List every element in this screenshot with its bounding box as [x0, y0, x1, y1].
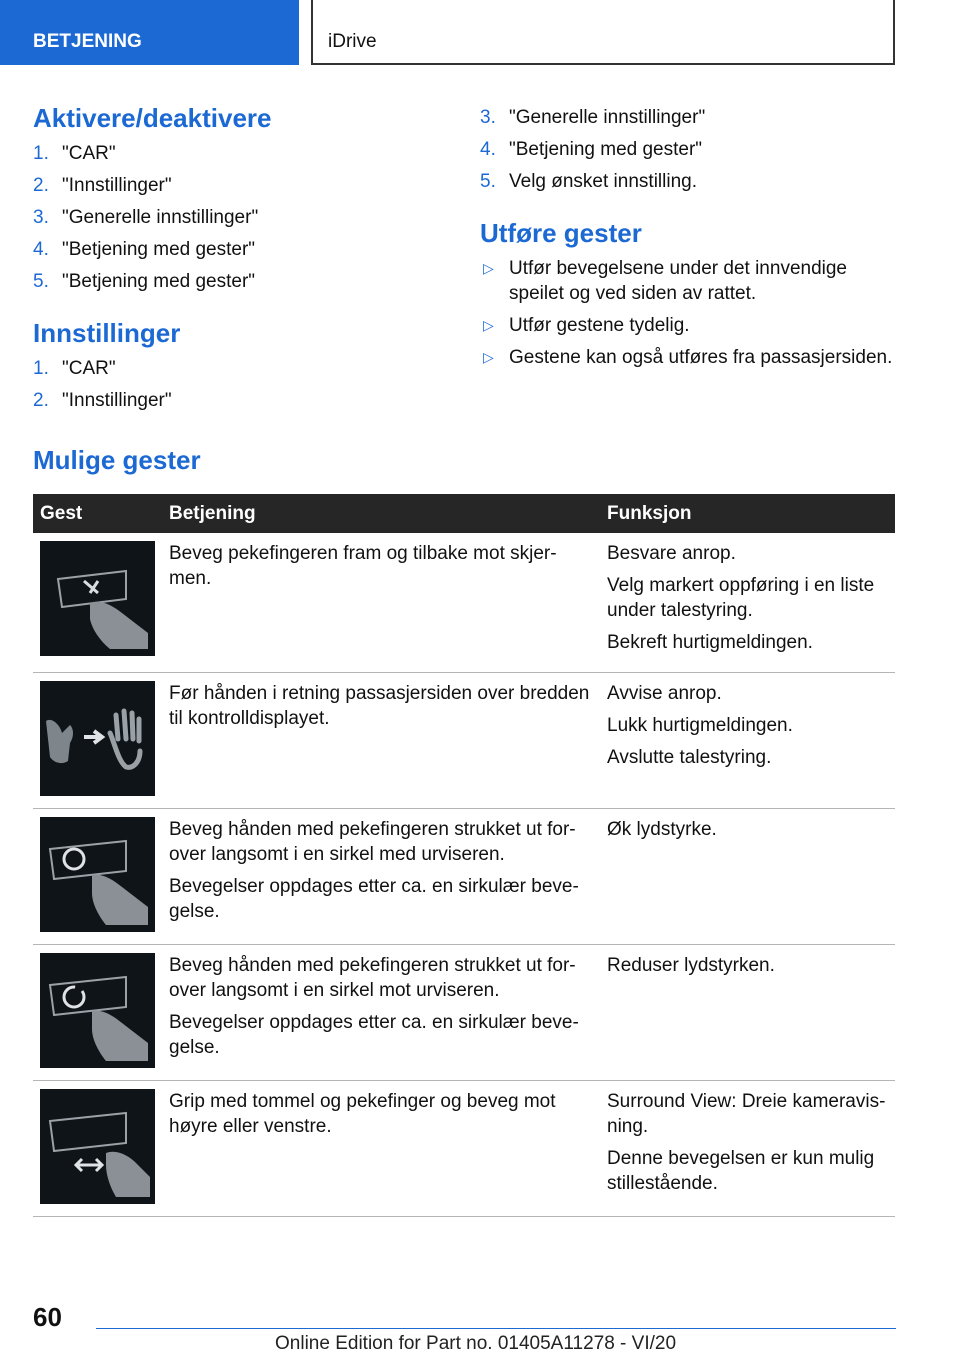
footer-edition: Online Edition for Part no. 01405A11278 - VI/20 — [275, 1333, 677, 1354]
gesture-cell — [33, 945, 162, 1081]
funksjon-cell: Reduser lydstyrken. — [600, 945, 895, 1081]
heading-utfore: Utføre gester — [480, 218, 642, 248]
funksjon-cell: Surround View: Dreie kameravis-ning. Denne bevegelsen er kun mulig stillestående. — [600, 1081, 895, 1217]
list-item: 1. "CAR" — [33, 358, 116, 379]
gesture-cell — [33, 809, 162, 945]
finger-forward-back-icon — [40, 541, 155, 656]
pinch-move-icon — [40, 1089, 155, 1204]
circle-counterclockwise-icon — [40, 953, 155, 1068]
list-item: 4. "Betjening med gester" — [33, 239, 256, 260]
triangle-bullet-icon: ▷ — [483, 349, 494, 365]
list-item: ▷ Utfør gestene tydelig. — [483, 315, 690, 336]
footer-divider — [96, 1328, 896, 1329]
list-item: 2. "Innstillinger" — [33, 390, 172, 411]
betjening-cell: Før hånden i retning passasjersiden over bredden til kontrolldisplayet. — [162, 673, 600, 809]
section-tab: BETJENING — [0, 0, 299, 65]
funksjon-cell: Besvare anrop. Velg markert oppføring i en liste under talestyring. Bekreft hurtigmeldingen. — [600, 533, 895, 673]
column-header: Gest — [33, 494, 162, 533]
steps-innstillinger — [33, 356, 172, 420]
circle-clockwise-icon — [40, 817, 155, 932]
list-item: 3. "Generelle innstillinger" — [33, 207, 259, 228]
table-row — [33, 945, 895, 1081]
table-header-row — [33, 494, 895, 533]
betjening-cell: Beveg hånden med pekefingeren strukket ut for-over langsomt i en sirkel mot urviseren. Bevegelser oppdages etter ca. en sirkulær beve-gelse. — [162, 945, 600, 1081]
list-item: 1. "CAR" — [33, 143, 116, 164]
column-header: Betjening — [162, 494, 600, 533]
heading-innstillinger: Innstillinger — [33, 318, 181, 348]
gesture-cell — [33, 1081, 162, 1217]
bullets-utfore — [480, 256, 895, 377]
list-item: 5. Velg ønsket innstilling. — [480, 171, 697, 192]
list-item: 3. "Generelle innstillinger" — [480, 107, 706, 128]
table-row — [33, 809, 895, 945]
table-row — [33, 673, 895, 809]
list-item: ▷ Utfør bevegelsene under det innvendige speilet og ved siden av rattet. — [483, 258, 848, 304]
triangle-bullet-icon: ▷ — [483, 260, 494, 276]
betjening-cell: Beveg hånden med pekefingeren strukket ut for-over langsomt i en sirkel med urviseren. Bevegelser oppdages etter ca. en sirkulær beve-gelse. — [162, 809, 600, 945]
hand-swipe-icon — [40, 681, 155, 796]
heading-mulige: Mulige gester — [33, 445, 201, 475]
column-header: Funksjon — [600, 494, 895, 533]
list-item: 4. "Betjening med gester" — [480, 139, 703, 160]
gesture-table — [33, 494, 895, 1217]
funksjon-cell: Avvise anrop. Lukk hurtigmeldingen. Avslutte talestyring. — [600, 673, 895, 809]
list-item: ▷ Gestene kan også utføres fra passasjersiden. — [483, 347, 893, 368]
steps-continued — [480, 105, 895, 201]
table-row — [33, 533, 895, 673]
gesture-cell — [33, 673, 162, 809]
betjening-cell: Beveg pekefingeren fram og tilbake mot skjer-men. — [162, 533, 600, 673]
table-row — [33, 1081, 895, 1217]
list-item: 2. "Innstillinger" — [33, 175, 172, 196]
gesture-cell — [33, 533, 162, 673]
list-item: 5. "Betjening med gester" — [33, 271, 256, 292]
chapter-title: iDrive — [311, 0, 895, 65]
triangle-bullet-icon: ▷ — [483, 317, 494, 333]
page-number: 60 — [33, 1302, 62, 1332]
betjening-cell: Grip med tommel og pekefinger og beveg mot høyre eller venstre. — [162, 1081, 600, 1217]
heading-aktivere: Aktivere/deaktivere — [33, 103, 272, 133]
steps-aktivere — [33, 141, 258, 301]
funksjon-cell: Øk lydstyrke. — [600, 809, 895, 945]
